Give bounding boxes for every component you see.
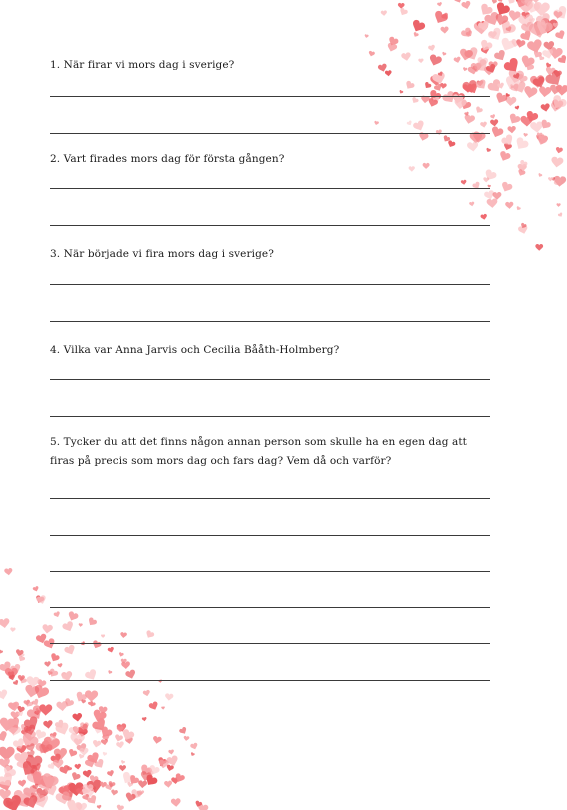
heart-icon	[17, 655, 25, 663]
answer-line[interactable]	[50, 321, 490, 322]
heart-icon	[72, 713, 83, 722]
answer-line[interactable]	[50, 133, 490, 134]
heart-icon	[107, 646, 115, 653]
heart-icon	[101, 739, 109, 746]
heart-icon	[78, 623, 82, 627]
heart-icon	[142, 717, 147, 722]
heart-icon	[70, 771, 81, 782]
heart-icon	[53, 611, 61, 618]
answer-line[interactable]	[50, 284, 490, 285]
heart-icon	[114, 734, 123, 743]
heart-icon	[107, 770, 115, 778]
heart-icon	[32, 586, 39, 593]
heart-icon	[0, 649, 3, 654]
heart-icon	[67, 748, 78, 758]
heart-icon	[190, 752, 195, 757]
heart-icon	[165, 693, 174, 701]
heart-icon	[168, 749, 174, 755]
heart-icon	[120, 760, 125, 765]
heart-icon	[62, 620, 76, 633]
heart-icon	[91, 640, 102, 650]
answer-line[interactable]	[50, 607, 490, 608]
heart-icon	[164, 780, 173, 788]
heart-icon	[0, 689, 9, 701]
heart-icon	[39, 704, 52, 715]
heart-icon	[4, 568, 13, 576]
answer-line[interactable]	[50, 680, 490, 681]
heart-icon	[190, 742, 199, 750]
heart-icon	[178, 726, 188, 735]
heart-icon	[111, 789, 119, 796]
heart-icon	[0, 730, 9, 743]
question-5: 5. Tycker du att det finns någon annan person som skulle ha en egen dag att firas på precis som mors dag och fars dag? Vem då och varför?	[50, 436, 467, 467]
heart-icon	[183, 736, 189, 742]
heart-icon	[118, 652, 124, 657]
heart-icon	[13, 680, 20, 687]
heart-icon	[116, 741, 125, 749]
heart-icon	[152, 736, 162, 745]
heart-icon	[107, 670, 112, 675]
heart-icon	[49, 652, 60, 663]
answer-line[interactable]	[50, 643, 490, 644]
heart-icon	[0, 618, 10, 629]
answer-line[interactable]	[50, 225, 490, 226]
heart-icon	[57, 663, 63, 668]
heart-icon	[74, 764, 81, 770]
answer-line[interactable]	[50, 535, 490, 536]
question-2: 2. Vart firades mors dag för första gången?	[50, 153, 285, 165]
heart-icon	[67, 611, 80, 623]
heart-icon	[101, 634, 105, 638]
heart-icon	[64, 644, 77, 657]
question-1: 1. När firar vi mors dag i sverige?	[50, 59, 235, 71]
heart-icon	[56, 701, 68, 712]
heart-icon	[18, 779, 27, 787]
heart-icon	[81, 699, 86, 704]
heart-icon	[125, 669, 137, 680]
heart-icon	[138, 780, 147, 788]
heart-icon	[119, 765, 126, 771]
question-4: 4. Vilka var Anna Jarvis och Cecilia Bååth-Holmberg?	[50, 344, 340, 356]
answer-line[interactable]	[50, 379, 490, 380]
heart-icon	[43, 720, 53, 729]
heart-icon	[148, 701, 159, 712]
heart-icon	[161, 706, 165, 709]
answer-line[interactable]	[50, 96, 490, 97]
answer-line[interactable]	[50, 498, 490, 499]
heart-icon	[171, 798, 181, 807]
heart-icon	[44, 661, 51, 667]
heart-icon	[116, 804, 125, 810]
answer-line[interactable]	[50, 571, 490, 572]
heart-icon	[142, 689, 150, 697]
heart-icon	[97, 805, 102, 810]
heart-icon	[120, 632, 127, 638]
answer-line[interactable]	[50, 188, 490, 189]
heart-icon	[87, 617, 98, 628]
heart-icon	[102, 752, 107, 757]
question-3: 3. När började vi fira mors dag i sverige?	[50, 248, 274, 260]
heart-icon	[144, 630, 155, 640]
heart-icon	[42, 624, 53, 634]
heart-icon	[10, 627, 16, 632]
heart-icon	[92, 740, 102, 749]
heart-icon	[85, 690, 98, 702]
answer-line[interactable]	[50, 416, 490, 417]
